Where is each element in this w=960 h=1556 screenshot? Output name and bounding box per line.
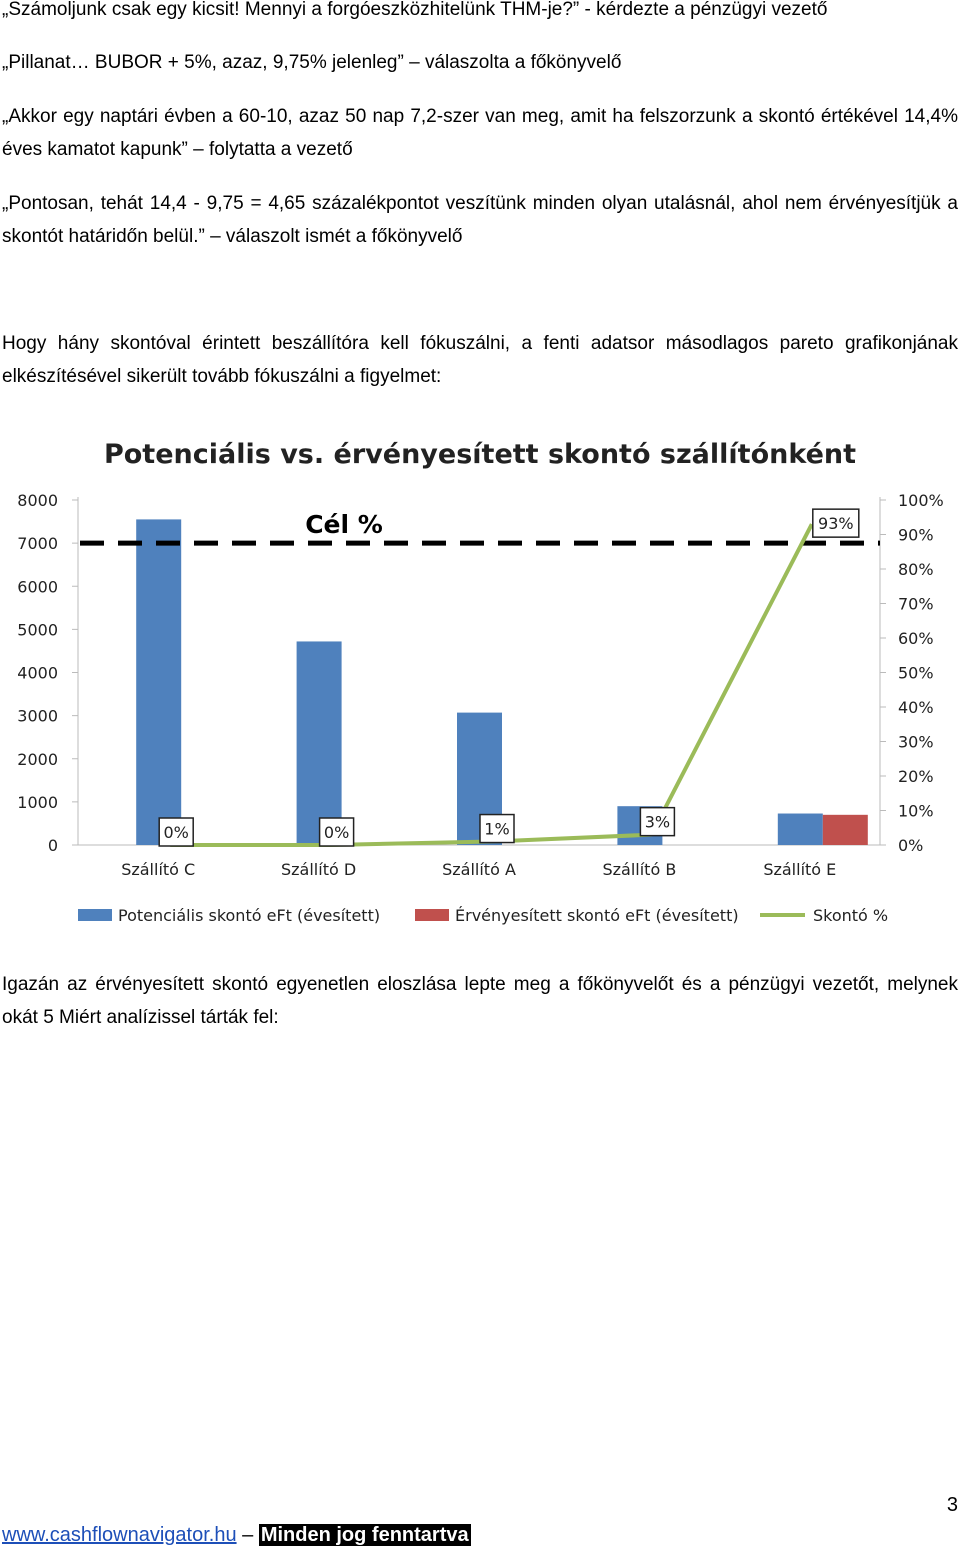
legend-swatch [78, 909, 112, 921]
right-axis-tick-label: 90% [898, 525, 934, 545]
realized-discount-bar [823, 815, 868, 845]
legend-label: Érvényesített skontó eFt (évesített) [455, 906, 739, 925]
paragraph-6: Igazán az érvényesített skontó egyenetlen eloszlása lepte meg a főkönyvelőt és a pénzügyi vezetőt, melynek okát 5 Miért analízissel tárták fel: [2, 974, 958, 1028]
left-axis-tick-label: 3000 [17, 706, 58, 726]
left-axis-tick-label: 2000 [17, 749, 58, 769]
left-axis-tick-label: 6000 [17, 577, 58, 597]
paragraph-5: Hogy hány skontóval érintett beszállítóra kell fókuszálni, a fenti adatsor másodlagos pareto grafikonjának elkészítésével sikerült tovább fókuszálni a figyelmet: [2, 333, 958, 387]
category-label: Szállító C [121, 860, 196, 879]
right-axis-tick-label: 20% [898, 767, 934, 786]
data-label: 1% [484, 819, 510, 839]
paragraph-1: „Számoljunk csak egy kicsit! Mennyi a forgóeszközhitelünk THM-je?” - kérdezte a pénzügyi vezető [2, 0, 828, 20]
left-axis-tick-label: 4000 [17, 663, 58, 683]
potential-discount-bar [297, 641, 342, 845]
right-axis [880, 491, 944, 855]
data-label: 3% [644, 812, 671, 832]
chart-legend [78, 906, 888, 925]
website-link[interactable]: www.cashflownavigator.hu [2, 1524, 237, 1546]
footer-separator: – [242, 1524, 254, 1546]
paragraph-3: „Akkor egy naptári évben a 60-10, azaz 50 nap 7,2-szer van meg, amit ha felszorzunk a skontó értékével 14,4% éves kamatot kapunk” – folytatta a vezető [2, 106, 958, 160]
right-axis-tick-label: 80% [898, 560, 934, 579]
paragraph-2: „Pillanat… BUBOR + 5%, azaz, 9,75% jelenleg” – válaszolta a főkönyvelő [2, 52, 622, 73]
legend-label: Skontó % [813, 906, 889, 925]
category-label: Szállító D [281, 860, 357, 879]
right-axis-tick-label: 50% [898, 663, 934, 683]
pareto-chart [0, 425, 960, 940]
right-axis-tick-label: 60% [898, 629, 934, 648]
potential-discount-bar [136, 519, 181, 845]
category-label: Szállító B [602, 860, 677, 879]
left-axis-tick-label: 7000 [17, 534, 58, 554]
left-axis-tick-label: 1000 [17, 792, 58, 812]
legend-swatch [415, 909, 449, 921]
data-label: 0% [323, 823, 350, 842]
right-axis-tick-label: 0% [898, 836, 924, 855]
footer [2, 1520, 471, 1550]
page-number: 3 [946, 1494, 958, 1516]
chart-title: Potenciális vs. érvényesített skontó szállítónként [103, 439, 857, 470]
left-axis-tick-label: 5000 [17, 620, 58, 640]
left-axis [17, 491, 78, 855]
right-axis-tick-label: 10% [898, 801, 934, 821]
category-label: Szállító A [442, 860, 516, 879]
right-axis-tick-label: 40% [898, 698, 934, 717]
legend-label: Potenciális skontó eFt (évesített) [118, 906, 381, 925]
rights-notice: Minden jog fenntartva [260, 1524, 469, 1546]
potential-discount-bar [778, 814, 823, 845]
data-label: 93% [818, 514, 854, 534]
category-label: Szállító E [763, 860, 837, 879]
target-label: Cél % [305, 510, 383, 540]
data-label: 0% [163, 823, 189, 842]
right-axis-tick-label: 70% [898, 594, 934, 614]
paragraph-4: „Pontosan, tehát 14,4 - 9,75 = 4,65 százalékpontot veszítünk minden olyan utalásnál, ahol nem érvényesítjük a skontót határidőn belül.” – válaszolt ismét a főkönyvelő [2, 193, 958, 247]
right-axis-tick-label: 30% [898, 732, 934, 752]
left-axis-tick-label: 0 [47, 836, 58, 855]
right-axis-tick-label: 100% [898, 491, 944, 510]
left-axis-tick-label: 8000 [17, 491, 58, 510]
